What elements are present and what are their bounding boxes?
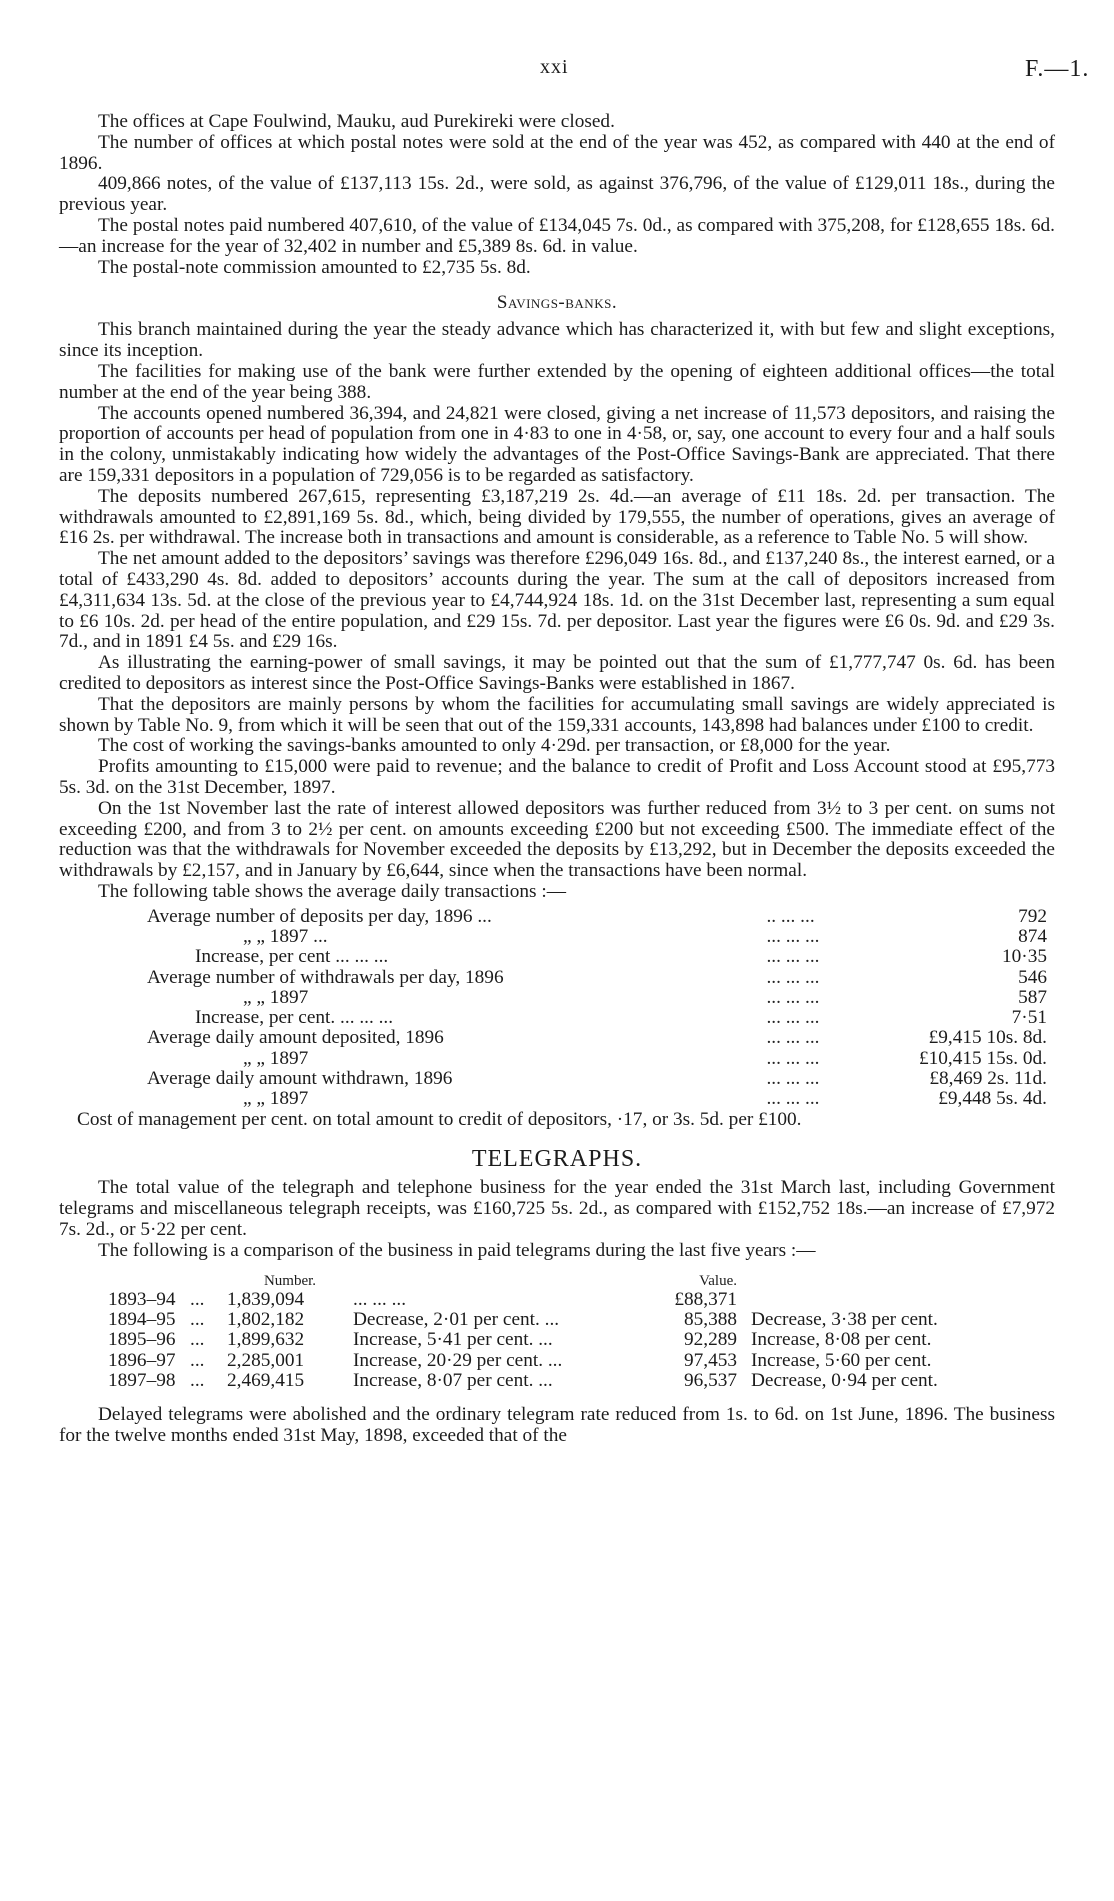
paragraph: That the depositors are mainly persons by whom the facilities for accumulating small savings are widely appreciated is shown by Table No. 9, from which it will be seen that out of the 159,331 accounts, 143,898 had balances under £100 to credit. bbox=[59, 693, 1055, 736]
paragraph: 409,866 notes, of the value of £137,113 15s. 2d., were sold, as against 376,796, of the value of £129,011 18s., during the previous year. bbox=[59, 173, 1055, 216]
table-row bbox=[108, 1351, 1011, 1371]
paragraph: The cost of working the savings-banks amounted to only 4·29d. per transaction, or £8,000 for the year. bbox=[98, 735, 891, 757]
row-label: „ „ 1897 ... bbox=[243, 925, 328, 947]
table-row bbox=[108, 1310, 1011, 1330]
leader-dots: .. ... ... bbox=[766, 905, 815, 927]
number-cell: 1,802,182 bbox=[227, 1308, 305, 1330]
value-cell: 97,453 bbox=[683, 1349, 737, 1371]
paragraph: Profits amounting to £15,000 were paid to revenue; and the balance to credit of Profit and Loss Account stood at £95,773 5s. 3d. on the 31st December, 1897. bbox=[59, 756, 1055, 798]
year-cell: 1896–97 bbox=[108, 1349, 176, 1371]
paragraph: As illustrating the earning-power of small savings, it may be pointed out that the sum of £1,777,747 0s. 6d. has been credited to depositors as interest since the Post-Office Savings-Banks were established in 1867. bbox=[59, 652, 1055, 694]
row-value: £9,448 5s. 4d. bbox=[938, 1088, 1047, 1110]
row-value: £10,415 15s. 0d. bbox=[918, 1047, 1047, 1069]
table-header-row bbox=[108, 1272, 1011, 1290]
value-change-cell: Increase, 8·08 per cent. bbox=[751, 1329, 932, 1351]
row-label: Average number of deposits per day, 1896 ... bbox=[147, 905, 492, 927]
paragraph: The accounts opened numbered 36,394, and 24,821 were closed, giving a net increase of 11,573 depositors, and raising the proportion of accounts per head of population from one in 4·83 to one in 4·58, or, say, one account to every four and a half souls in the colony, unmistakably indicating how widely the advantages of the Post-Office Savings-Bank are appreciated. That there are 159,331 depositors in a population of 729,056 is to be regarded as satisfactory. bbox=[59, 402, 1055, 486]
leader-dots: ... ... ... bbox=[766, 966, 820, 988]
number-cell: 2,469,415 bbox=[227, 1369, 305, 1391]
section-heading-telegraphs: TELEGRAPHS. bbox=[471, 1146, 643, 1173]
value-cell: £88,371 bbox=[674, 1288, 737, 1310]
table-row bbox=[147, 968, 1047, 988]
paragraph: On the 1st November last the rate of interest allowed depositors was further reduced from 3½ to 3 per cent. on sums not exceeding £200, and from 3 to 2½ per cent. on amounts exceeding £200 but not exceeding £500. The immediate effect of the reduction was that the withdrawals for November exceeded the deposits by £13,292, but in December the deposits exceeded the withdrawals by £2,157, and in January by £6,644, since when the transactions have been normal. bbox=[59, 797, 1055, 882]
row-label: Average number of withdrawals per day, 1896 bbox=[147, 966, 504, 988]
number-cell: 1,839,094 bbox=[227, 1288, 305, 1310]
cost-of-management-note: Cost of management per cent. on total amount to credit of depositors, ·17, or 3s. 5d. per £100. bbox=[77, 1108, 802, 1130]
row-label: Average daily amount deposited, 1896 bbox=[147, 1027, 444, 1049]
paragraph: The following is a comparison of the business in paid telegrams during the last five years :— bbox=[98, 1239, 816, 1261]
row-label: „ „ 1897 bbox=[243, 1088, 309, 1110]
value-change-cell: Increase, 5·60 per cent. bbox=[751, 1349, 932, 1371]
year-cell: 1894–95 bbox=[108, 1308, 176, 1330]
leader-dots: ... bbox=[190, 1288, 205, 1310]
paid-telegrams-table bbox=[108, 1272, 1011, 1391]
row-label: Increase, per cent. ... ... ... bbox=[195, 1007, 394, 1029]
column-header-number: Number. bbox=[263, 1272, 317, 1289]
year-cell: 1897–98 bbox=[108, 1369, 176, 1391]
paragraph: The deposits numbered 267,615, representing £3,187,219 2s. 4d.—an average of £11 18s. 2d. per transaction. The withdrawals amounted to £2,891,169 5s. 8d., which, being divided by 179,555, the number of operations, gives an average of £16 2s. per withdrawal. The increase both in transactions and amount is considerable, as a reference to Table No. 5 will show. bbox=[59, 485, 1055, 549]
paragraph: The postal notes paid numbered 407,610, of the value of £134,045 7s. 0d., as compared with 375,208, for £128,655 18s. 6d.—an increase for the year of 32,402 in number and £5,389 8s. 6d. in value. bbox=[59, 214, 1055, 257]
table-row bbox=[147, 947, 1047, 967]
leader-dots: ... ... ... bbox=[766, 986, 820, 1008]
value-cell: 96,537 bbox=[683, 1369, 737, 1391]
savings-banks-section bbox=[59, 320, 1055, 902]
table-row bbox=[147, 927, 1047, 947]
leader-dots: ... ... ... bbox=[766, 1007, 820, 1029]
table-row bbox=[147, 1028, 1047, 1048]
number-change-cell: ... ... ... bbox=[353, 1288, 407, 1310]
row-label: „ „ 1897 bbox=[243, 986, 309, 1008]
page-body bbox=[59, 112, 1055, 1447]
row-value: £8,469 2s. 11d. bbox=[929, 1068, 1047, 1090]
document-reference: F.—1. bbox=[1025, 56, 1090, 82]
paragraph: This branch maintained during the year the steady advance which has characterized it, with but few and slight exceptions, since its inception. bbox=[59, 319, 1055, 362]
paragraph: The number of offices at which postal notes were sold at the end of the year was 452, as compared with 440 at the end of 1896. bbox=[59, 131, 1055, 174]
number-change-cell: Increase, 8·07 per cent. ... bbox=[353, 1369, 553, 1391]
number-change-cell: Increase, 20·29 per cent. ... bbox=[353, 1349, 563, 1371]
table-row bbox=[147, 1008, 1047, 1028]
number-cell: 1,899,632 bbox=[227, 1329, 305, 1351]
table-row bbox=[147, 907, 1047, 927]
postal-notes-section bbox=[59, 112, 1055, 278]
leader-dots: ... ... ... bbox=[766, 925, 820, 947]
table-row bbox=[147, 988, 1047, 1008]
paragraph: The following table shows the average daily transactions :— bbox=[98, 880, 566, 902]
leader-dots: ... ... ... bbox=[766, 1027, 820, 1049]
leader-dots: ... ... ... bbox=[766, 1047, 820, 1069]
number-change-cell: Decrease, 2·01 per cent. ... bbox=[353, 1308, 560, 1330]
row-value: 874 bbox=[1018, 925, 1047, 947]
paragraph: The postal-note commission amounted to £2,735 5s. 8d. bbox=[98, 256, 531, 278]
telegraphs-section bbox=[59, 1178, 1055, 1261]
value-cell: 92,289 bbox=[683, 1329, 737, 1351]
row-value: 587 bbox=[1018, 986, 1047, 1008]
row-label: Average daily amount withdrawn, 1896 bbox=[147, 1068, 453, 1090]
leader-dots: ... ... ... bbox=[766, 946, 820, 968]
row-label: Increase, per cent ... ... ... bbox=[195, 946, 389, 968]
leader-dots: ... ... ... bbox=[766, 1088, 820, 1110]
table-row bbox=[147, 1069, 1047, 1089]
leader-dots: ... bbox=[190, 1329, 205, 1351]
row-value: 10·35 bbox=[1002, 946, 1047, 968]
row-value: £9,415 10s. 8d. bbox=[928, 1027, 1047, 1049]
leader-dots: ... bbox=[190, 1308, 205, 1330]
table-row bbox=[147, 1089, 1047, 1109]
row-value: 7·51 bbox=[1011, 1007, 1047, 1029]
value-change-cell: Decrease, 0·94 per cent. bbox=[751, 1369, 938, 1391]
table-row bbox=[108, 1330, 1011, 1350]
paragraph: The total value of the telegraph and telephone business for the year ended the 31st March last, including Government telegrams and miscellaneous telegraph receipts, was £160,725 5s. 2d., as compared with £152,752 18s.—an increase of £7,972 7s. 2d., or 5·22 per cent. bbox=[59, 1177, 1055, 1241]
leader-dots: ... bbox=[190, 1369, 205, 1391]
section-heading-savings-banks: Savings-banks. bbox=[496, 292, 618, 314]
year-cell: 1895–96 bbox=[108, 1329, 176, 1351]
leader-dots: ... ... ... bbox=[766, 1068, 820, 1090]
table-row bbox=[108, 1290, 1011, 1310]
number-cell: 2,285,001 bbox=[227, 1349, 305, 1371]
paragraph: The offices at Cape Foulwind, Mauku, aud Purekireki were closed. bbox=[98, 111, 615, 132]
year-cell: 1893–94 bbox=[108, 1288, 176, 1310]
row-label: „ „ 1897 bbox=[243, 1047, 309, 1069]
row-value: 792 bbox=[1018, 905, 1047, 927]
row-value: 546 bbox=[1018, 966, 1047, 988]
leader-dots: ... bbox=[190, 1349, 205, 1371]
average-daily-transactions-table bbox=[147, 907, 1047, 1110]
paragraph: The net amount added to the depositors’ savings was therefore £296,049 16s. 8d., and £137,240 8s., the interest earned, or a total of £433,290 4s. 8d. added to depositors’ accounts during the year. The sum at the call of depositors increased from £4,311,634 13s. 5d. at the close of the previous year to £4,744,924 18s. 1d. on the 31st December last, representing a sum equal to £6 10s. 2d. per head of the entire population, and £29 15s. 7d. per depositor. Last year the figures were £6 0s. 9d. and £29 3s. 7d., and in 1891 £4 5s. and £29 16s. bbox=[59, 548, 1055, 653]
value-change-cell: Decrease, 3·38 per cent. bbox=[751, 1308, 938, 1330]
table-row bbox=[147, 1049, 1047, 1069]
page-number: xxi bbox=[540, 56, 569, 78]
value-change-cell bbox=[751, 1290, 1011, 1310]
number-change-cell: Increase, 5·41 per cent. ... bbox=[353, 1329, 553, 1351]
paragraph: The facilities for making use of the bank were further extended by the opening of eighteen additional offices—the total number at the end of the year being 388. bbox=[59, 360, 1055, 403]
table-row bbox=[108, 1371, 1011, 1391]
column-header-value: Value. bbox=[699, 1272, 737, 1289]
value-cell: 85,388 bbox=[683, 1308, 737, 1330]
closing-paragraph: Delayed telegrams were abolished and the ordinary telegram rate reduced from 1s. to 6d. on 1st June, 1896. The business for the twelve months ended 31st May, 1898, exceeded that of the bbox=[59, 1404, 1055, 1446]
